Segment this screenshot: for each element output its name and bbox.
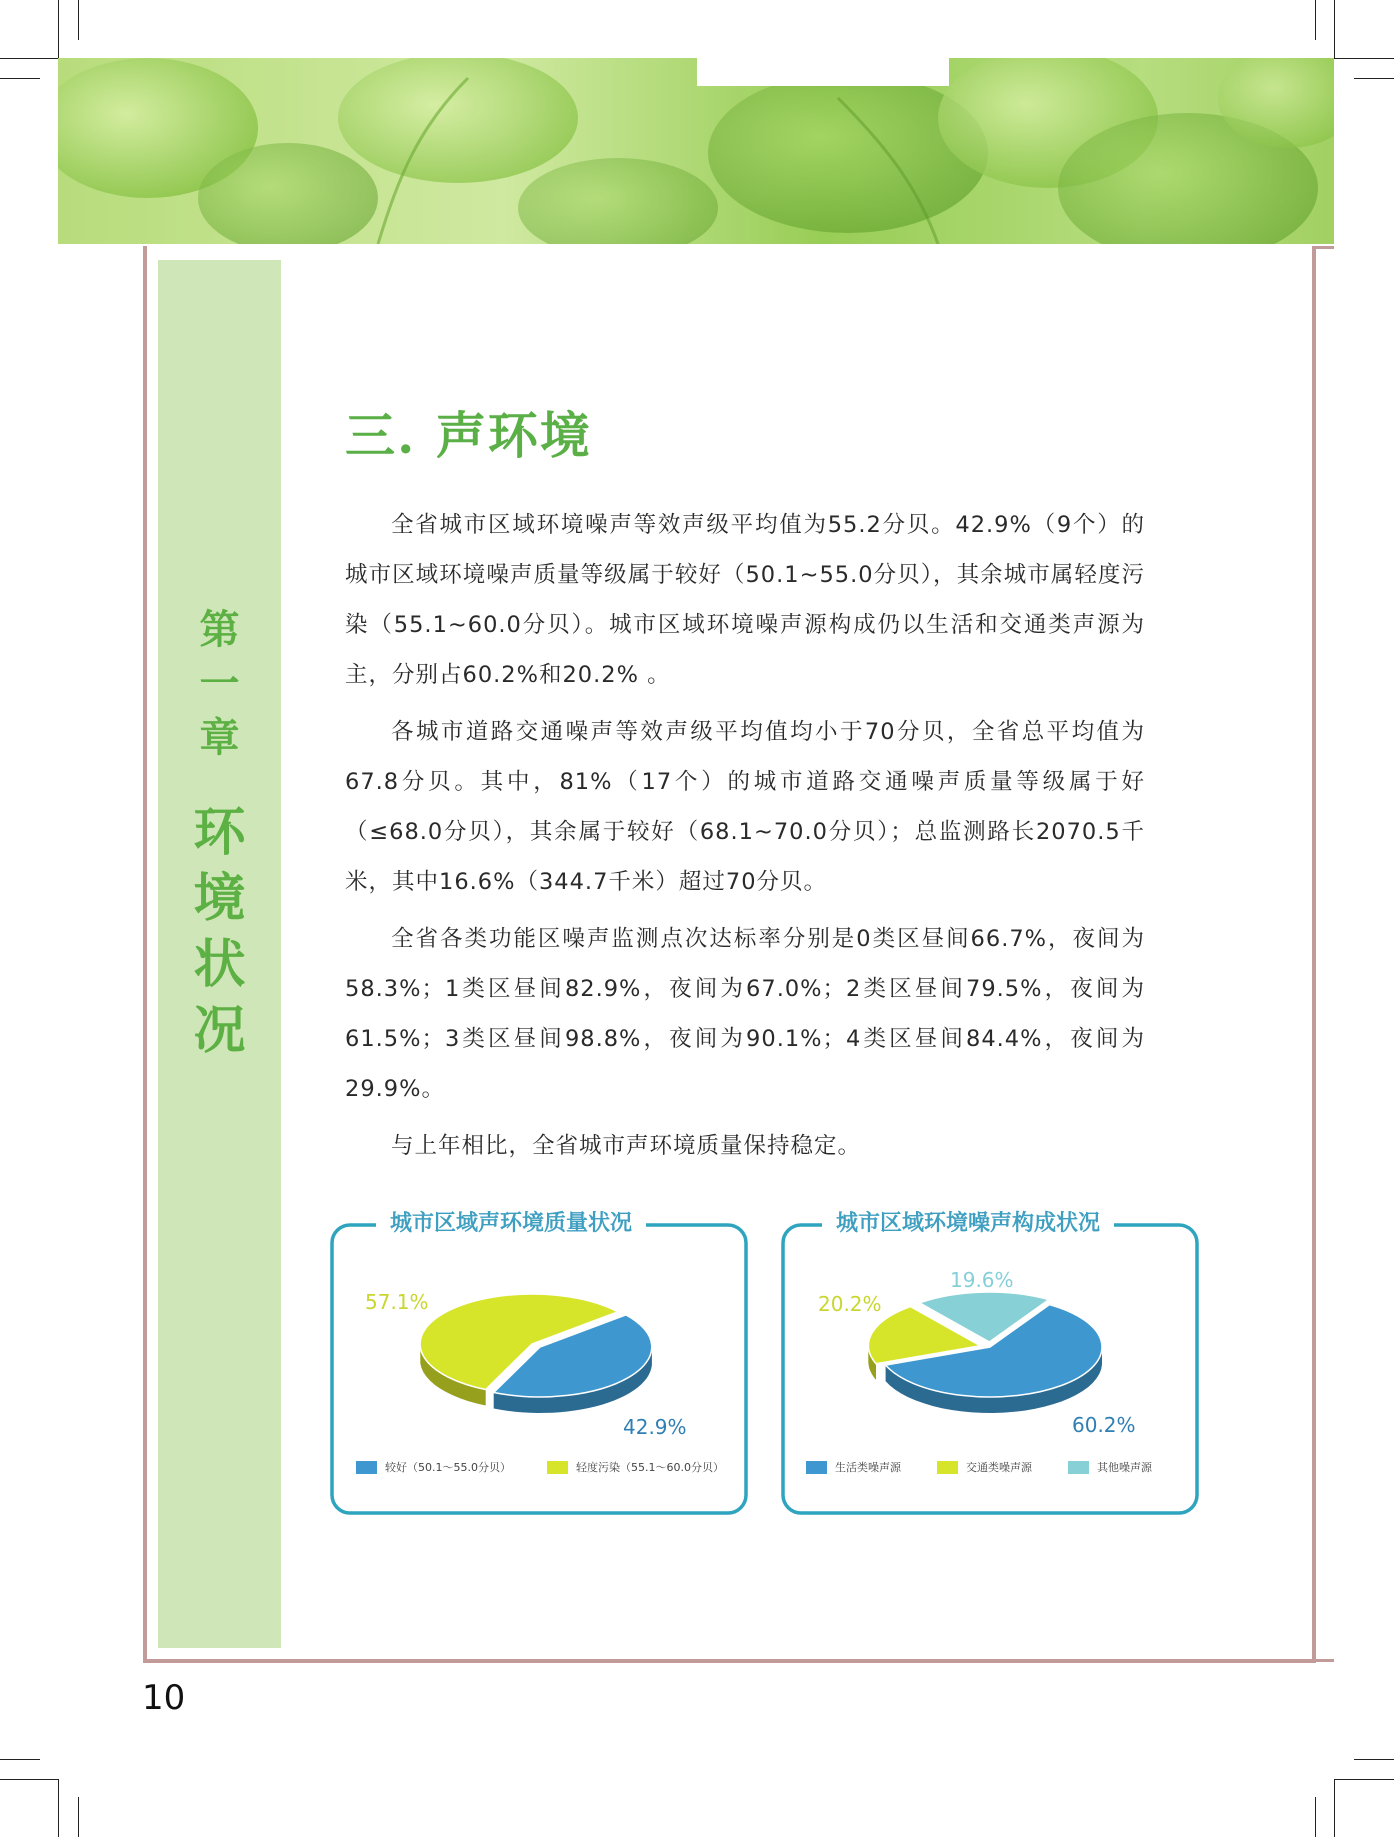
legend-swatch (1068, 1461, 1089, 1474)
chapter-title-char: 状 (193, 934, 246, 995)
chapter-title-char: 况 (193, 1000, 246, 1061)
pie-label: 60.2% (1072, 1413, 1136, 1437)
legend-swatch (547, 1461, 568, 1474)
legend-item (547, 1459, 724, 1475)
legend-swatch (356, 1461, 377, 1474)
legend-swatch (806, 1461, 827, 1474)
paragraph: 各城市道路交通噪声等效声级平均值均小于70分贝，全省总平均值为67.8分贝。其中，81%（17个）的城市道路交通噪声质量等级属于好（≤68.0分贝），其余属于较好（68.1~70.0分贝）；总监测路长2070.5千米，其中16.6%（344.7千米）超过70分贝。 (345, 719, 1145, 895)
body-text (345, 500, 1145, 1178)
page-number: 10 (142, 1678, 186, 1718)
paragraph: 全省城市区域环境噪声等效声级平均值为55.2分贝。42.9%（9个）的城市区域环境噪声质量等级属于较好（50.1~55.0分贝），其余城市属轻度污染（55.1~60.0分贝）。城市区域环境噪声源构成仍以生活和交通类声源为主，分别占60.2%和20.2% 。 (345, 512, 1145, 688)
chapter-title-char: 环 (193, 802, 246, 863)
legend-label: 交通类噪声源 (966, 1461, 1032, 1474)
pie-label: 57.1% (365, 1290, 429, 1314)
legend-item (937, 1459, 1032, 1475)
pie-label: 20.2% (818, 1292, 882, 1316)
paragraph: 与上年相比，全省城市声环境质量保持稳定。 (391, 1133, 862, 1159)
frame-tick-top (1316, 246, 1334, 249)
legend-item (806, 1459, 901, 1475)
pie-label: 42.9% (623, 1415, 687, 1439)
frame-tick-bottom (1316, 1659, 1334, 1662)
chapter-number (158, 603, 281, 765)
chart-legend (356, 1459, 724, 1475)
legend-label: 轻度污染（55.1～60.0分贝） (575, 1461, 724, 1474)
chapter-char: 第 (199, 606, 240, 653)
banner-notch (697, 58, 949, 86)
section-title: 三. 声环境 (345, 406, 592, 465)
chart-legend (806, 1459, 1152, 1475)
chart-title: 城市区域声环境质量状况 (376, 1206, 646, 1240)
chapter-title (158, 800, 281, 1064)
chapter-char: 一 (199, 660, 240, 707)
paragraph: 全省各类功能区噪声监测点次达标率分别是0类区昼间66.7%，夜间为58.3%；1类区昼间82.9%，夜间为67.0%；2类区昼间79.5%，夜间为61.5%；3类区昼间98.8%，夜间为90.1%；4类区昼间84.4%，夜间为29.9%。 (345, 926, 1145, 1102)
legend-label: 其他噪声源 (1097, 1461, 1152, 1474)
legend-label: 生活类噪声源 (835, 1461, 901, 1474)
legend-item (1068, 1459, 1152, 1475)
legend-swatch (937, 1461, 958, 1474)
chart-title: 城市区域环境噪声构成状况 (822, 1206, 1114, 1240)
pie-label: 19.6% (950, 1268, 1014, 1292)
legend-label: 较好（50.1～55.0分贝） (385, 1461, 511, 1474)
pie-chart-quality (400, 1285, 680, 1435)
legend-item (356, 1459, 511, 1475)
chapter-title-char: 境 (193, 868, 246, 929)
leaf-banner-image (58, 58, 1334, 244)
chapter-char: 章 (199, 714, 240, 761)
